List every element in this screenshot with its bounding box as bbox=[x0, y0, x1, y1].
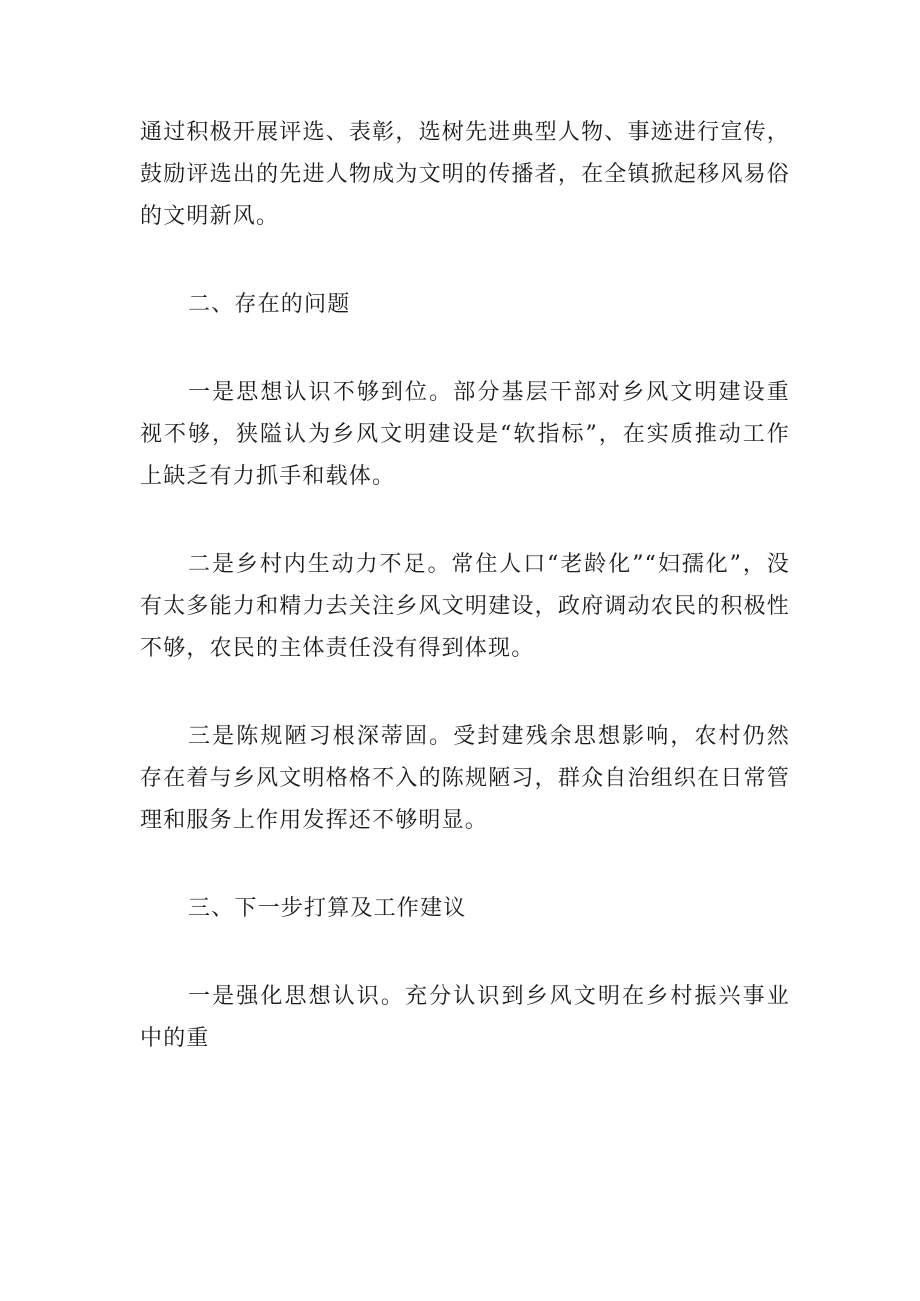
paragraph-suggestion-1: 一是强化思想认识。充分认识到乡风文明在乡村振兴事业中的重 bbox=[140, 984, 790, 1051]
document-body bbox=[140, 112, 790, 1060]
paragraph-gap bbox=[140, 670, 790, 716]
paragraph-intro: 通过积极开展评选、表彰，选树先进典型人物、事迹进行宣传，鼓励评选出的先进人物成为文明的传播者，在全镇掀起移风易俗的文明新风。 bbox=[140, 120, 790, 229]
paragraph-gap bbox=[140, 842, 790, 888]
section-heading-next-steps: 三、下一步打算及工作建议 bbox=[188, 896, 467, 921]
paragraph-gap bbox=[140, 498, 790, 544]
paragraph-problem-3: 三是陈规陋习根深蒂固。受封建残余思想影响，农村仍然存在着与乡风文明格格不入的陈规陋习，群众自治组织在日常管理和服务上作用发挥还不够明显。 bbox=[140, 724, 790, 833]
paragraph-problem-1: 一是思想认识不够到位。部分基层干部对乡风文明建设重视不够，狭隘认为乡风文明建设是“软指标”，在实质推动工作上缺乏有力抓手和载体。 bbox=[140, 380, 790, 489]
paragraph-gap bbox=[140, 930, 790, 976]
section-heading-problems: 二、存在的问题 bbox=[188, 292, 351, 317]
paragraph-gap bbox=[140, 326, 790, 372]
paragraph-gap bbox=[140, 238, 790, 284]
paragraph-problem-2: 二是乡村内生动力不足。常住人口“老龄化”“妇孺化”，没有太多能力和精力去关注乡风文明建设，政府调动农民的积极性不够，农民的主体责任没有得到体现。 bbox=[140, 552, 790, 661]
